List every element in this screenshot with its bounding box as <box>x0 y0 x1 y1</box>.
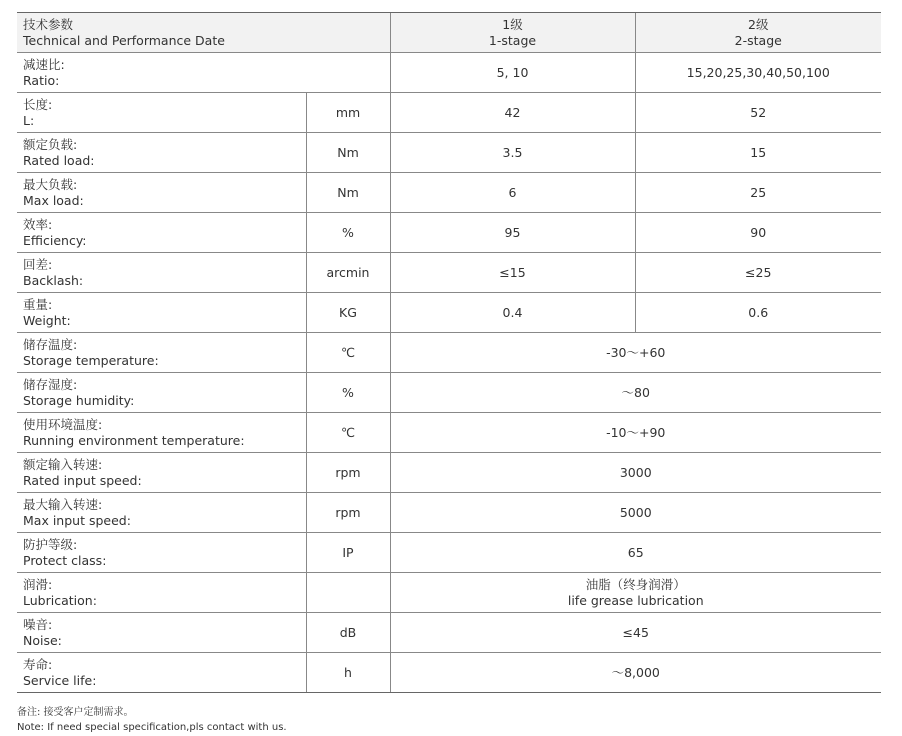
param-label <box>17 133 306 173</box>
param-label <box>17 253 306 293</box>
param-label <box>17 373 306 413</box>
value-2stage: 52 <box>635 93 881 133</box>
value-1stage: 5, 10 <box>390 53 635 93</box>
table-row-service-life <box>17 653 881 693</box>
note-cn: 备注: 接受客户定制需求。 <box>17 707 134 718</box>
lubrication-value-cn: 油脂（终身润滑） <box>585 576 686 592</box>
param-label-en: Storage humidity: <box>23 392 135 408</box>
param-label-en: Backlash: <box>23 272 84 288</box>
param-label <box>17 213 306 253</box>
param-label-cn: 润滑: <box>23 576 53 592</box>
value-1stage: 3.5 <box>390 133 635 173</box>
header-1stage-cn: 1级 <box>502 16 523 32</box>
table-row-rated-input-speed <box>17 453 881 493</box>
param-label-en: Rated load: <box>23 152 95 168</box>
unit-cell: dB <box>306 613 390 653</box>
unit-cell: h <box>306 653 390 693</box>
value-2stage: 90 <box>635 213 881 253</box>
value-2stage: ≤25 <box>635 253 881 293</box>
unit-cell: % <box>306 373 390 413</box>
header-2stage-cell <box>635 13 881 53</box>
param-label-en: L: <box>23 112 35 128</box>
param-label-en: Max load: <box>23 192 84 208</box>
table-row-protect-class <box>17 533 881 573</box>
unit-cell: KG <box>306 293 390 333</box>
param-label-en: Service life: <box>23 672 97 688</box>
header-2stage-en: 2-stage <box>734 32 782 48</box>
value-shared: -30～+60 <box>390 333 881 373</box>
header-1stage-cell <box>390 13 635 53</box>
value-shared <box>390 573 881 613</box>
param-label-cn: 防护等级: <box>23 536 78 552</box>
param-label-en: Weight: <box>23 312 71 328</box>
header-title-en: Technical and Performance Date <box>23 32 225 48</box>
lubrication-value-en: life grease lubrication <box>567 592 704 608</box>
table-row-max-load <box>17 173 881 213</box>
value-1stage: 6 <box>390 173 635 213</box>
param-label-en: Protect class: <box>23 552 107 568</box>
value-shared: ～80 <box>390 373 881 413</box>
param-label <box>17 653 306 693</box>
unit-cell: arcmin <box>306 253 390 293</box>
param-label-cn: 额定负载: <box>23 136 78 152</box>
unit-cell: Nm <box>306 173 390 213</box>
unit-cell: Nm <box>306 133 390 173</box>
param-label-en: Noise: <box>23 632 62 648</box>
param-label-cn: 减速比: <box>23 56 65 72</box>
value-2stage: 25 <box>635 173 881 213</box>
param-label-en: Lubrication: <box>23 592 97 608</box>
table-row-weight <box>17 293 881 333</box>
param-label <box>17 453 306 493</box>
header-title-cell <box>17 13 390 53</box>
table-row-max-input-speed <box>17 493 881 533</box>
param-label <box>17 93 306 133</box>
table-row-rated-load <box>17 133 881 173</box>
value-2stage: 0.6 <box>635 293 881 333</box>
value-2stage: 15,20,25,30,40,50,100 <box>635 53 881 93</box>
unit-cell: ℃ <box>306 333 390 373</box>
param-label-en: Max input speed: <box>23 512 131 528</box>
param-label <box>17 293 306 333</box>
param-label <box>17 493 306 533</box>
value-1stage: 95 <box>390 213 635 253</box>
param-label <box>17 333 306 373</box>
param-label-cn: 回差: <box>23 256 53 272</box>
value-shared: ≤45 <box>390 613 881 653</box>
table-row-noise <box>17 613 881 653</box>
value-1stage: ≤15 <box>390 253 635 293</box>
param-label-cn: 额定输入转速: <box>23 456 103 472</box>
table-row-lubrication <box>17 573 881 613</box>
param-label-en: Rated input speed: <box>23 472 142 488</box>
param-label-cn: 寿命: <box>23 656 53 672</box>
header-row <box>17 13 881 53</box>
value-1stage: 42 <box>390 93 635 133</box>
param-label-cn: 储存温度: <box>23 336 78 352</box>
value-shared: 65 <box>390 533 881 573</box>
table-row-backlash <box>17 253 881 293</box>
param-label-en: Efficiency: <box>23 232 87 248</box>
table-row-ratio <box>17 53 881 93</box>
value-shared: -10～+90 <box>390 413 881 453</box>
table-row-efficiency <box>17 213 881 253</box>
param-label-cn: 最大输入转速: <box>23 496 103 512</box>
param-label-cn: 效率: <box>23 216 53 232</box>
table-row-length <box>17 93 881 133</box>
table-row-storage-temperature <box>17 333 881 373</box>
unit-cell: ℃ <box>306 413 390 453</box>
param-label-cn: 噪音: <box>23 616 53 632</box>
param-label-en: Running environment temperature: <box>23 432 245 448</box>
header-2stage-cn: 2级 <box>748 16 769 32</box>
unit-cell: rpm <box>306 493 390 533</box>
spec-table <box>17 12 881 693</box>
param-label-cn: 使用环境温度: <box>23 416 103 432</box>
param-label <box>17 573 306 613</box>
param-label <box>17 533 306 573</box>
param-label <box>17 413 306 453</box>
value-shared: 3000 <box>390 453 881 493</box>
value-shared: 5000 <box>390 493 881 533</box>
unit-cell: rpm <box>306 453 390 493</box>
header-title-cn: 技术参数 <box>23 16 74 32</box>
value-1stage: 0.4 <box>390 293 635 333</box>
unit-cell <box>306 573 390 613</box>
param-label-cn: 重量: <box>23 296 53 312</box>
param-label-en: Storage temperature: <box>23 352 159 368</box>
param-label <box>17 53 390 93</box>
header-1stage-en: 1-stage <box>488 32 537 48</box>
table-row-running-temperature <box>17 413 881 453</box>
param-label-cn: 长度: <box>23 96 53 112</box>
param-label-cn: 储存湿度: <box>23 376 78 392</box>
value-shared: ～8,000 <box>390 653 881 693</box>
value-2stage: 15 <box>635 133 881 173</box>
notes <box>17 705 287 735</box>
unit-cell: IP <box>306 533 390 573</box>
param-label-cn: 最大负载: <box>23 176 78 192</box>
note-en: Note: If need special specification,pls contact with us. <box>17 722 287 733</box>
param-label-en: Ratio: <box>23 72 60 88</box>
table-row-storage-humidity <box>17 373 881 413</box>
unit-cell: mm <box>306 93 390 133</box>
unit-cell: % <box>306 213 390 253</box>
param-label <box>17 173 306 213</box>
param-label <box>17 613 306 653</box>
